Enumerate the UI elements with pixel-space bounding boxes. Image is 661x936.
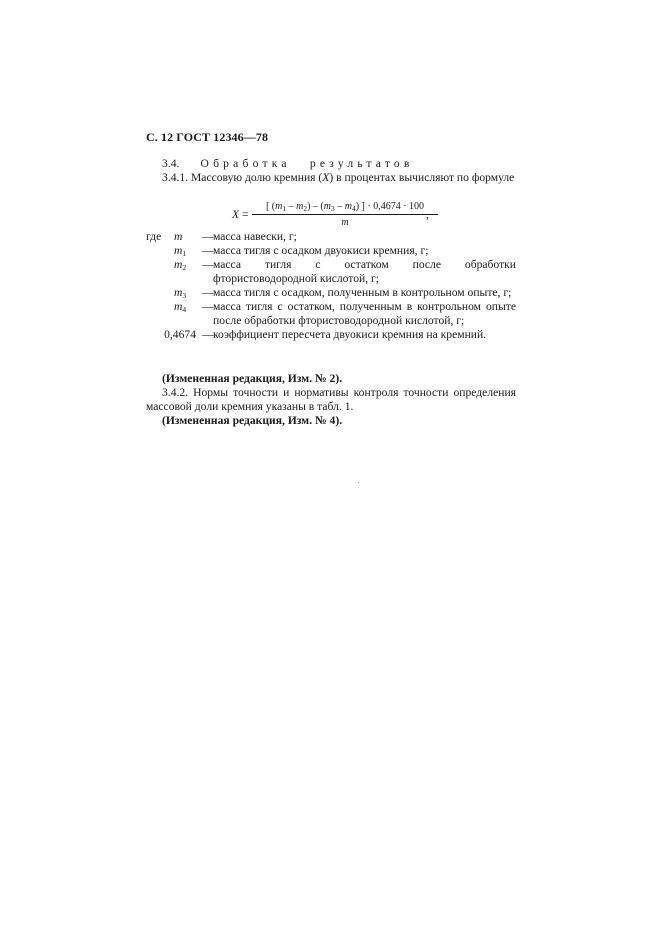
definition-symbol: 0,4674 xyxy=(164,328,196,341)
definition-row xyxy=(146,230,516,244)
formula-lhs: X = xyxy=(232,208,249,221)
definition-symbol: $m_4$ xyxy=(174,300,187,314)
definition-text: масса навески, г; xyxy=(213,230,297,243)
definition-row xyxy=(146,328,516,342)
definition-row xyxy=(146,300,516,328)
definition-lead: где xyxy=(146,230,162,243)
definition-dash: — xyxy=(202,258,214,271)
definitions-list xyxy=(146,230,516,342)
formula-denominator: m xyxy=(341,217,349,228)
definition-symbol: $m_3$ xyxy=(174,286,187,300)
amendment-note-4: (Измененная редакция, Изм. № 4). xyxy=(162,414,343,427)
amendment-note-2: (Измененная редакция, Изм. № 2). xyxy=(162,372,343,385)
formula-numerator: [ $(m_1 - m_2) - (m_3 - m_4)$ ] · 0,4674 · 100 xyxy=(265,201,425,213)
fraction-bar xyxy=(252,214,438,215)
formula-x xyxy=(232,201,452,231)
definition-symbol: $m_1$ xyxy=(174,244,187,258)
definition-text: масса тигля с осадком двуокиси кремния, г; xyxy=(213,244,429,257)
formula-comma: , xyxy=(426,208,429,221)
page-header: С. 12 ГОСТ 12346—78 xyxy=(146,130,269,144)
definition-symbol: $m_2$ xyxy=(174,258,187,272)
definition-dash: — xyxy=(202,328,214,341)
definition-row xyxy=(146,258,516,286)
definition-row xyxy=(146,286,516,300)
definition-text: масса тигля с остатком, полученным в контрольном опыте после обработки фтористоводородной кислотой, г; xyxy=(213,300,516,327)
paragraph-3-4-1 xyxy=(146,171,516,185)
paragraph-3-4-2 xyxy=(146,386,516,414)
definition-dash: — xyxy=(202,244,214,257)
definition-text: масса тигля с осадком, полученным в контрольном опыте, г; xyxy=(213,286,512,299)
definition-text: коэффициент пересчета двуокиси кремния на кремний. xyxy=(213,328,487,341)
section-title: Обработка результатов xyxy=(200,157,414,170)
formula-fraction xyxy=(252,201,438,229)
section-heading xyxy=(162,157,414,171)
definition-dash: — xyxy=(202,286,214,299)
definition-symbol: m xyxy=(174,230,183,243)
paragraph-3-4-1-text: 3.4.1. Массовую долю кремния (X) в процентах вычисляют по формуле xyxy=(162,171,515,184)
definition-row xyxy=(146,244,516,258)
paragraph-3-4-2-text: 3.4.2. Нормы точности и нормативы контроля точности определения массовой доли кремния указаны в табл. 1. xyxy=(146,386,516,413)
definition-dash: — xyxy=(202,230,214,243)
definition-text: масса тигля с остатком после обработки фтористоводородной кислотой, г; xyxy=(213,258,516,285)
section-number: 3.4. xyxy=(162,157,180,170)
scan-speck xyxy=(358,482,359,483)
definition-dash: — xyxy=(202,300,214,313)
